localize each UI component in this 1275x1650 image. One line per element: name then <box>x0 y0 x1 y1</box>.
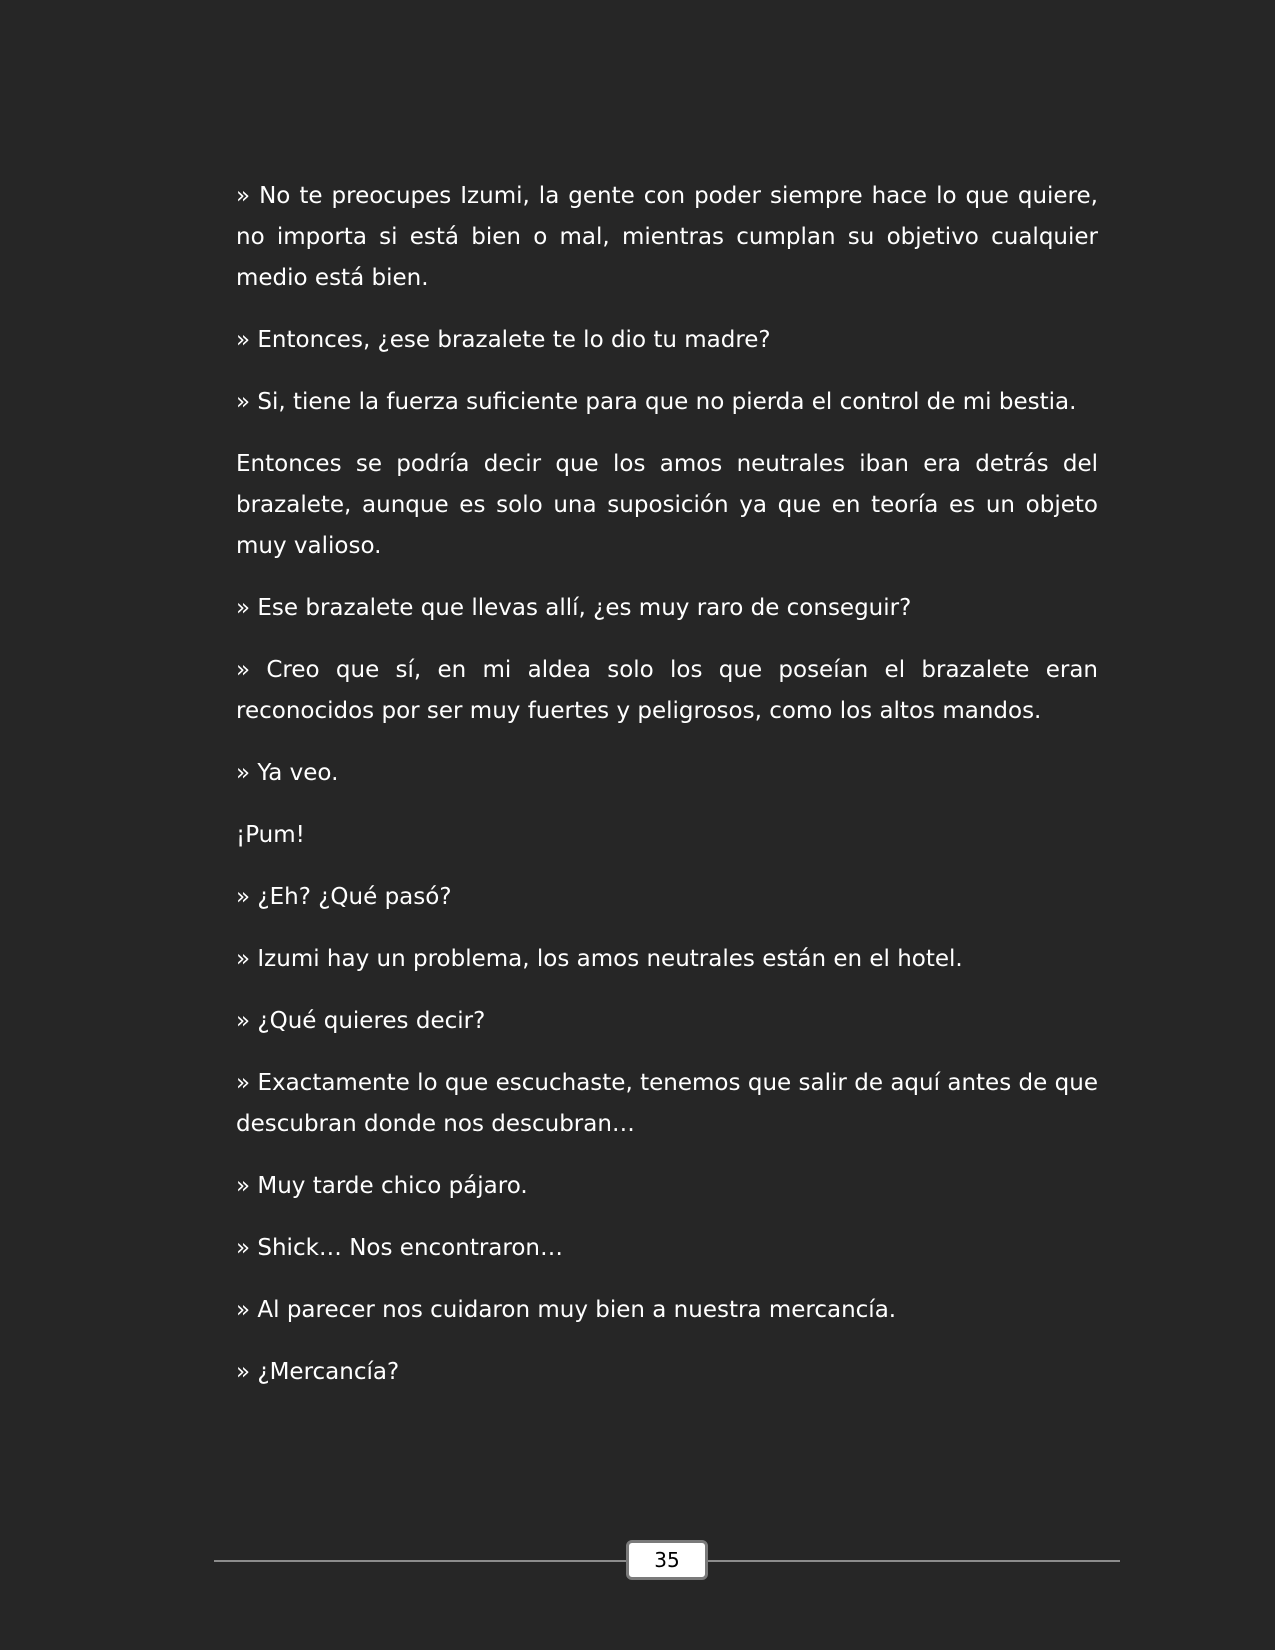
paragraph: » Al parecer nos cuidaron muy bien a nuestra mercancía. <box>236 1297 897 1323</box>
page-number: 35 <box>654 1548 680 1572</box>
paragraph: » Si, tiene la fuerza suficiente para que no pierda el control de mi bestia. <box>236 389 1077 415</box>
paragraph: » ¿Qué quieres decir? <box>236 1008 486 1034</box>
paragraph: » No te preocupes Izumi, la gente con poder siempre hace lo que quiere, no importa si está bien o mal, mientras cumplan su objetivo cualquier medio está bien. <box>236 183 1098 291</box>
text-body <box>236 176 1098 1414</box>
paragraph: » Muy tarde chico pájaro. <box>236 1173 528 1199</box>
paragraph: » Ya veo. <box>236 760 339 786</box>
paragraph: » Ese brazalete que llevas allí, ¿es muy raro de conseguir? <box>236 595 912 621</box>
paragraph: » Exactamente lo que escuchaste, tenemos que salir de aquí antes de que descubran donde nos descubran… <box>236 1070 1098 1137</box>
paragraph: » Creo que sí, en mi aldea solo los que poseían el brazalete eran reconocidos por ser muy fuertes y peligrosos, como los altos mandos. <box>236 657 1098 724</box>
paragraph: ¡Pum! <box>236 822 305 848</box>
paragraph: » ¿Eh? ¿Qué pasó? <box>236 884 452 910</box>
paragraph: » ¿Mercancía? <box>236 1359 400 1385</box>
paragraph: » Izumi hay un problema, los amos neutrales están en el hotel. <box>236 946 963 972</box>
paragraph: » Entonces, ¿ese brazalete te lo dio tu madre? <box>236 327 771 353</box>
paragraph: » Shick… Nos encontraron… <box>236 1235 563 1261</box>
paragraph: Entonces se podría decir que los amos neutrales iban era detrás del brazalete, aunque es solo una suposición ya que en teoría es un objeto muy valioso. <box>236 451 1098 559</box>
page-number-badge <box>626 1540 708 1580</box>
